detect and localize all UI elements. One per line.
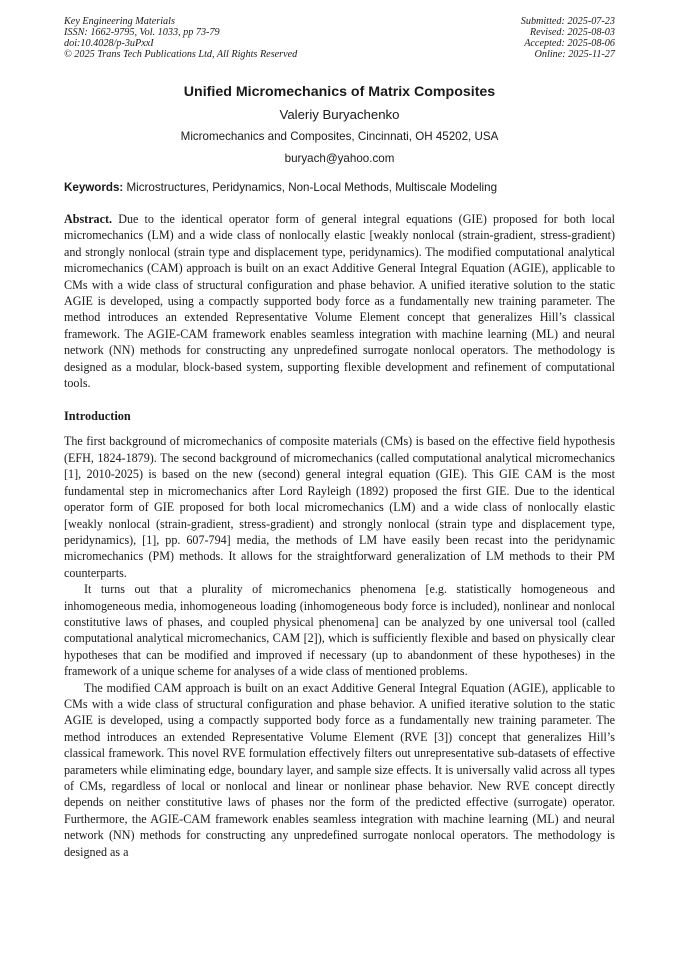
- keywords-text: Microstructures, Peridynamics, Non-Local Methods, Multiscale Modeling: [126, 181, 498, 194]
- abstract: [64, 211, 615, 391]
- paragraph: The modified CAM approach is built on an exact Additive General Integral Equation (AGIE), applicable to CMs with a wide class of structural configuration and phase behavior. A unified iterative solution to the static AGIE is developed, using a compactly supported body force as a fundamentally new training parameter. The method introduces an extended Representative Volume Element (RVE [3]) concept that generalizes Hill’s classical framework. This novel RVE formulation effectively filters out unrepresentative sub-datasets of effective parameters while eliminating edge, boundary layer, and sample size effects. It is universally valid across all types of CMs, regardless of local or nonlocal and linear or nonlinear phase behavior. New RVE concept directly depends on neither constitutive laws of phases nor the form of the predicted effective (surrogate) operator. Furthermore, the AGIE-CAM framework enables seamless integration with machine learning (ML) and neural network (NN) methods for constructing any unpredefined surrogate nonlocal operators. The methodology is designed as a: [64, 680, 615, 859]
- keywords-label: Keywords:: [64, 181, 124, 194]
- doi-line: doi:10.4028/p-3uPxxI: [64, 38, 154, 49]
- paragraph: It turns out that a plurality of micromechanics phenomena [e.g. statistically homogeneous and inhomogeneous media, inhomogeneous loading (inhomogeneous body force is included), nonlinear and nonlocal constitutive laws of phases, and coupled physical phenomena] can be analyzed by one universal tool (called computational analytical micromechanics, CAM [2]), which is sufficiently flexible and based on physically clear hypotheses that can be modified and improved if necessary (up to abandonment of these hypotheses) in the framework of a unique scheme for analyses of a wide class of mentioned problems.: [64, 582, 615, 679]
- publication-dates: [521, 16, 615, 60]
- journal-name: Key Engineering Materials: [64, 16, 175, 27]
- online-date: Online: 2025-11-27: [534, 49, 615, 60]
- author-email: buryach@yahoo.com: [284, 152, 395, 165]
- paper-title: Unified Micromechanics of Matrix Composites: [183, 84, 496, 100]
- paragraph: The first background of micromechanics of composite materials (CMs) is based on the effective field hypothesis (EFH, 1824-1879). The second background of micromechanics (called computational analytical micromechanics [1], 2010-2025) is based on the new (second) general integral equation (GIE). This GIE CAM is the most fundamental step in micromechanics after Lord Rayleigh (1892) proposed the first GIE. Due to the identical operator form of GIE proposed for both local micromechanics (LM) and a wide class of nonlocally elastic [weakly nonlocal (strain-gradient, stress-gradient) and strongly nonlocal (strain type and displacement type, peridynamics), [1], pp. 607-794] media, the methods of LM have easily been recast into the peridynamic micromechanics (PM) methods. It allows for the straightforward generalization of LM methods to their PM counterparts.: [64, 434, 615, 580]
- accepted-date: Accepted: 2025-08-06: [524, 38, 615, 49]
- author-affiliation: Micromechanics and Composites, Cincinnati, OH 45202, USA: [180, 130, 499, 143]
- abstract-label: Abstract.: [64, 212, 113, 226]
- author-name: Valeriy Buryachenko: [279, 107, 400, 122]
- issn-line: ISSN: 1662-9795, Vol. 1033, pp 73-79: [64, 27, 220, 38]
- copyright-line: © 2025 Trans Tech Publications Ltd, All Rights Reserved: [64, 49, 298, 60]
- introduction-body: [64, 433, 615, 860]
- revised-date: Revised: 2025-08-03: [529, 27, 615, 38]
- abstract-text: Due to the identical operator form of general integral equations (GIE) proposed for both local micromechanics (LM) and a wide class of nonlocally elastic [weakly nonlocal (strain-gradient, stress-gradient) and strongly nonlocal (strain type and displacement type, peridynamics). The modified computational analytical micromechanics (CAM) approach is built on an exact Additive General Integral Equation (AGIE), applicable to CMs with a wide class of structural configuration and phase behavior. A unified iterative solution to the static AGIE is developed, using a compactly supported body force as a fundamentally new training parameter. The method introduces an extended Representative Volume Element concept that generalizes Hill’s classical framework. The AGIE-CAM framework enables seamless integration with machine learning (ML) and neural network (NN) methods for constructing any unpredefined surrogate nonlocal operators. The methodology is designed as a modular, block-based system, supporting flexible development and refinement of computational tools.: [64, 212, 616, 391]
- submitted-date: Submitted: 2025-07-23: [520, 16, 615, 27]
- publication-info: [64, 16, 297, 60]
- running-header: [64, 16, 615, 60]
- section-heading-introduction: Introduction: [64, 409, 131, 424]
- keywords: [64, 180, 615, 195]
